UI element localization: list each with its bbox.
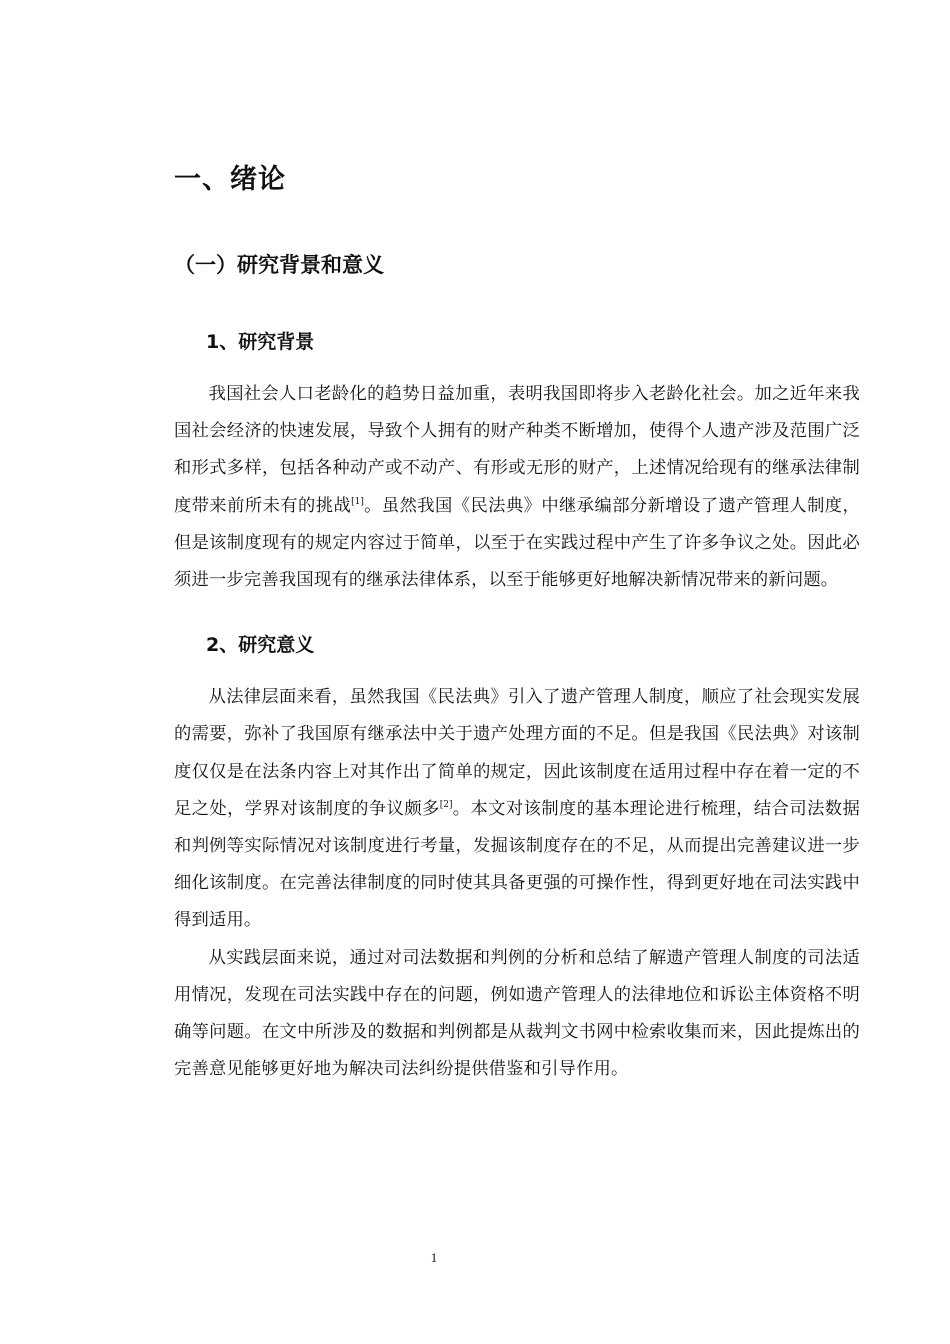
paragraph-legal-significance xyxy=(174,679,860,939)
paragraph-text: 从法律层面来看，虽然我国《民法典》引入了遗产管理人制度，顺应了社会现实发展的需要，弥补了我国原有继承法中关于遗产处理方面的不足。但是我国《民法典》对该制度仅仅是在法条内容上对其作出了简单的规定，因此该制度在适用过程中存在着一定的不足之处，学界对该制度的争议颇多 xyxy=(174,687,860,819)
chapter-title: 一、绪论 xyxy=(174,164,286,195)
subsection-title-significance: 2、研究意义 xyxy=(206,634,315,657)
paragraph-text: 。虽然我国《民法典》中继承编部分新增设了遗产管理人制度，但是该制度现有的规定内容过于简单，以至于在实践过程中产生了许多争议之处。因此必须进一步完善我国现有的继承法律体系，以至于能够更好地解决新情况带来的新问题。 xyxy=(174,495,860,591)
section-title: （一）研究背景和意义 xyxy=(174,253,384,277)
citation-reference[interactable]: [1] xyxy=(351,496,364,507)
paragraph-text: 。本文对该制度的基本理论进行梳理，结合司法数据和判例等实际情况对该制度进行考量，发掘该制度存在的不足，从而提出完善建议进一步细化该制度。在完善法律制度的同时使其具备更强的可操作性，得到更好地在司法实践中得到适用。 xyxy=(174,798,860,931)
page-number: 1 xyxy=(430,1250,438,1265)
subsection-title-background: 1、研究背景 xyxy=(206,331,315,353)
paragraph-background xyxy=(174,376,860,599)
citation-reference[interactable]: [2] xyxy=(439,800,453,811)
paragraph-text: 我国社会人口老龄化的趋势日益加重，表明我国即将步入老龄化社会。加之近年来我国社会经济的快速发展，导致个人拥有的财产种类不断增加，使得个人遗产涉及范围广泛和形式多样，包括各种动产或不动产、有形或无形的财产，上述情况给现有的继承法律制度带来前所未有的挑战 xyxy=(174,384,860,516)
page-content xyxy=(174,160,860,1088)
paragraph-practical-significance: 从实践层面来说，通过对司法数据和判例的分析和总结了解遗产管理人制度的司法适用情况，发现在司法实践中存在的问题，例如遗产管理人的法律地位和诉讼主体资格不明确等问题。在文中所涉及的数据和判例都是从裁判文书网中检索收集而来，因此提炼出的完善意见能够更好地为解决司法纠纷提供借鉴和引导作用。 xyxy=(174,947,860,1080)
